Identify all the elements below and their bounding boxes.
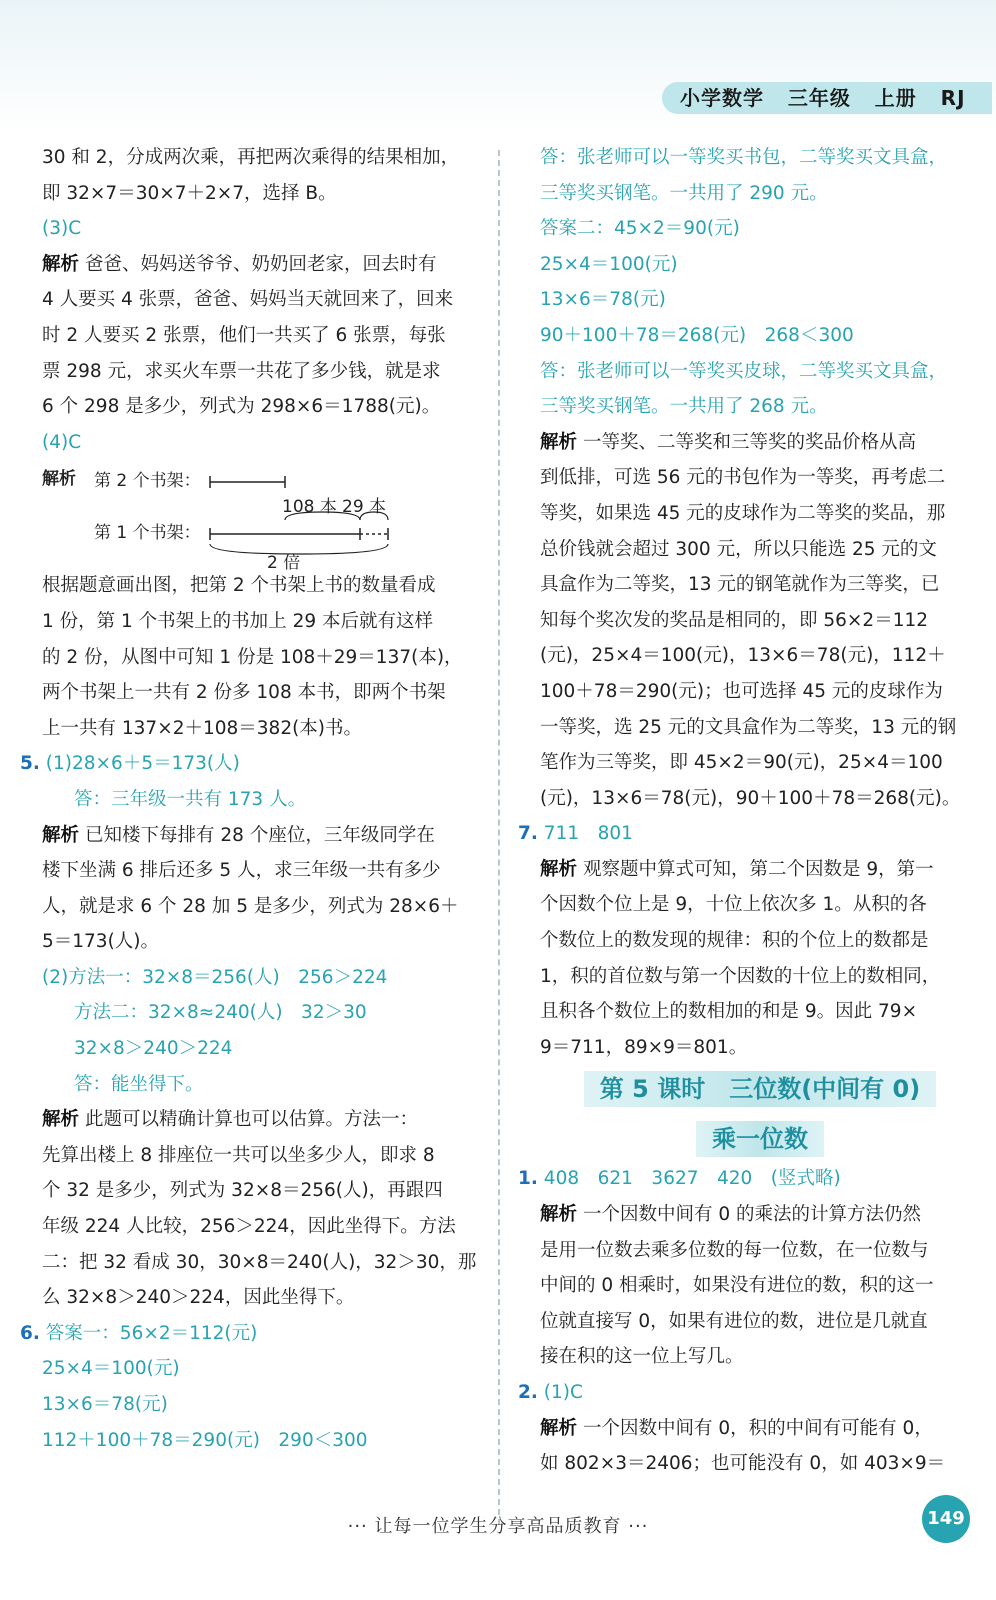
analysis-tag: 解析 [42,469,76,490]
lesson-title-line2: 乘一位数 [696,1121,824,1157]
text-line: 即 32×7＝30×7＋2×7，选择 B。 [42,182,337,204]
text-line: 30 和 2，分成两次乘，再把两次乘得的结果相加， [42,147,460,168]
question-2 [518,1375,980,1411]
question-number: 7. [518,823,538,845]
answer-line: 25×4＝100(元) [540,253,678,275]
footer-slogan: ··· 让每一位学生分享高品质教育 ··· [347,1516,649,1537]
text-line: 人，就是求 6 个 28 加 5 是多少，列式为 28×6＋ [42,895,459,917]
analysis-tag: 解析 [540,431,578,453]
text-line: 的 2 份，从图中可知 1 份是 108＋29＝137(本)， [42,646,463,668]
brace-108 [285,512,360,520]
analysis-block [42,818,472,854]
answer-line: 408 621 3627 420 (竖式略) [543,1168,841,1190]
lesson-title [540,1071,980,1107]
segment-diagram-svg [42,460,472,568]
answer-line: 答案二：45×2＝90(元) [540,218,740,240]
answer-line: 90＋100＋78＝268(元) 268＜300 [540,324,854,346]
text-line: 爸爸、妈妈送爷爷、奶奶回老家，回去时有 [85,253,437,275]
edition-label: RJ [940,86,966,110]
page-number: 149 [922,1495,970,1543]
answer-line: 32×8＞240＞224 [74,1038,233,1060]
answer-line: 答：能坐得下。 [74,1073,204,1095]
answer-line: 13×6＝78(元) [42,1394,168,1415]
text-line: 个 32 是多少，列式为 32×8＝256(人)，再跟四 [42,1180,443,1202]
text-line: 一等奖、二等奖和三等奖的奖品价格从高 [583,431,917,453]
answer-line: 答：三年级一共有 173 人。 [74,788,307,810]
text-line: 二：把 32 看成 30，30×8＝240(人)，32＞30，那 [42,1251,477,1273]
text-line: 一个因数中间有 0，积的中间有可能有 0， [583,1417,933,1439]
text-line: 此题可以精确计算也可以估算。方法一： [85,1109,419,1131]
text-line: 个因数个位上是 9，十位上依次多 1。从积的各 [540,894,927,916]
text-line: 如 802×3＝2406；也可能没有 0，如 403×9＝ [540,1453,946,1475]
answer-line: 答：张老师可以一等奖买皮球，二等奖买文具盒， [540,360,948,382]
answer-line: (4)C [42,431,82,453]
text-line: 上一共有 137×2＋108＝382(本)书。 [42,717,363,739]
text-line: 1，积的首位数与第一个因数的十位上的数相同， [540,965,941,987]
answer-line: 答案一：56×2＝112(元) [45,1322,258,1344]
answer-line: 三等奖买钢笔。一共用了 268 元。 [540,396,828,418]
subject-label: 小学数学 [680,86,764,110]
text-line: 知每个奖次发的奖品是相同的，即 56×2＝112 [540,609,929,631]
volume-label: 上册 [874,86,917,110]
right-column [518,140,980,1482]
text-line: 100＋78＝290(元)；也可选择 45 元的皮球作为 [540,680,943,702]
answer-line: (3)C [42,218,82,240]
analysis-tag: 解析 [540,1204,578,1226]
analysis-tag: 解析 [42,1109,80,1131]
label-2x: 2 倍 [267,553,301,574]
text-line: 接在积的这一位上写几。 [540,1346,744,1368]
text-line: 么 32×8＞240＞224，因此坐得下。 [42,1287,355,1309]
analysis-tag: 解析 [540,858,578,880]
column-divider [498,150,500,1525]
text-line: 6 个 298 是多少，列式为 298×6＝1788(元)。 [42,396,441,418]
text-line: 1 份，第 1 个书架上的书加上 29 本后就有这样 [42,610,433,632]
analysis-tag: 解析 [42,824,80,846]
analysis-block [540,1197,980,1233]
text-line: 4 人要买 4 张票，爸爸、妈妈当天就回来了，回来 [42,289,454,311]
text-line: 且积各个数位上的数相加的和是 9。因此 79× [540,1001,918,1023]
text-line: 年级 224 人比较，256＞224，因此坐得下。方法 [42,1216,456,1238]
text-line: 根据题意画出图，把第 2 个书架上书的数量看成 [42,575,436,597]
question-number: 1. [518,1168,538,1190]
brace-29 [360,512,388,520]
text-line: 具盒作为二等奖，13 元的钢笔就作为三等奖，已 [540,574,940,596]
text-line: 个数位上的数发现的规律：积的个位上的数都是 [540,930,929,952]
text-line: 时 2 人要买 2 张票，他们一共买了 6 张票，每张 [42,324,446,346]
grade-label: 三年级 [787,86,851,110]
text-line: 是用一位数去乘多位数的每一位数，在一位数与 [540,1239,929,1261]
text-line: 已知楼下每排有 28 个座位，三年级同学在 [85,824,435,846]
analysis-block [540,852,980,888]
answer-line: 三等奖买钢笔。一共用了 290 元。 [540,182,828,204]
text-line: 笔作为三等奖，即 45×2＝90(元)，25×4＝100 [540,752,943,774]
text-line: 一等奖，选 25 元的文具盒作为二等奖，13 元的钢 [540,716,957,738]
text-line: 楼下坐满 6 排后还多 5 人，求三年级一共有多少 [42,860,441,882]
text-line: 5＝173(人)。 [42,931,160,953]
left-column [20,140,477,1458]
header-band [0,0,996,135]
answer-line: (1)28×6＋5＝173(人) [45,753,240,775]
text-line: 一个因数中间有 0 的乘法的计算方法仍然 [583,1204,922,1226]
text-line: 9＝711，89×9＝801。 [540,1036,748,1058]
answer-line: (2)方法一：32×8＝256(人) 256＞224 [42,966,388,988]
text-line: 先算出楼上 8 排座位一共可以坐多少人，即求 8 [42,1144,435,1166]
question-6 [20,1316,472,1352]
analysis-tag: 解析 [540,1417,578,1439]
lesson-subtitle [540,1121,980,1157]
question-number: 2. [518,1382,538,1403]
label-29: 29 本 [342,497,387,518]
analysis-tag: 解析 [42,253,80,275]
answer-line: (1)C [543,1382,583,1403]
shelf1-label: 第 1 个书架： [94,523,201,544]
lesson-title-line1: 第 5 课时 三位数(中间有 0) [584,1071,936,1107]
text-line: 到低排，可选 56 元的书包作为一等奖，再考虑二 [540,467,946,489]
text-line: 票 298 元，求买火车票一共花了多少钱，就是求 [42,360,441,382]
answer-line: 方法二：32×8≈240(人) 32＞30 [74,1002,367,1024]
question-number: 5. [20,753,40,775]
answer-line: 25×4＝100(元) [42,1358,180,1380]
text-line: 两个书架上一共有 2 份多 108 本书，即两个书架 [42,682,446,704]
brace-2x [210,544,388,554]
question-5 [20,746,472,782]
text-line: 等奖，如果选 45 元的皮球作为二等奖的奖品，那 [540,502,946,524]
analysis-block [42,247,472,283]
book-info-tab [662,82,992,114]
text-line: (元)，13×6＝78(元)，90＋100＋78＝268(元)。 [540,787,961,809]
shelf2-label: 第 2 个书架： [94,471,201,492]
answer-line: 711 801 [543,823,633,845]
question-number: 6. [20,1322,40,1344]
text-line: 位就直接写 0，如果有进位的数，进位是几就直 [540,1310,928,1332]
text-line: 观察题中算式可知，第二个因数是 9，第一 [583,858,934,880]
question-7 [518,816,980,852]
label-108: 108 本 [282,497,337,518]
answer-line: 112＋100＋78＝290(元) 290＜300 [42,1429,368,1451]
bookshelf-diagram [42,460,472,574]
text-line: 总价钱就会超过 300 元，所以只能选 25 元的文 [540,538,937,560]
analysis-block [42,1102,472,1138]
text-line: (元)，25×4＝100(元)，13×6＝78(元)，112＋ [540,645,946,667]
answer-line: 13×6＝78(元) [540,289,666,311]
text-line: 中间的 0 相乘时，如果没有进位的数，积的这一 [540,1275,934,1297]
analysis-block [540,1411,980,1447]
answer-line: 答：张老师可以一等奖买书包，二等奖买文具盒， [540,147,948,168]
analysis-block [540,425,980,461]
question-1 [518,1161,980,1197]
